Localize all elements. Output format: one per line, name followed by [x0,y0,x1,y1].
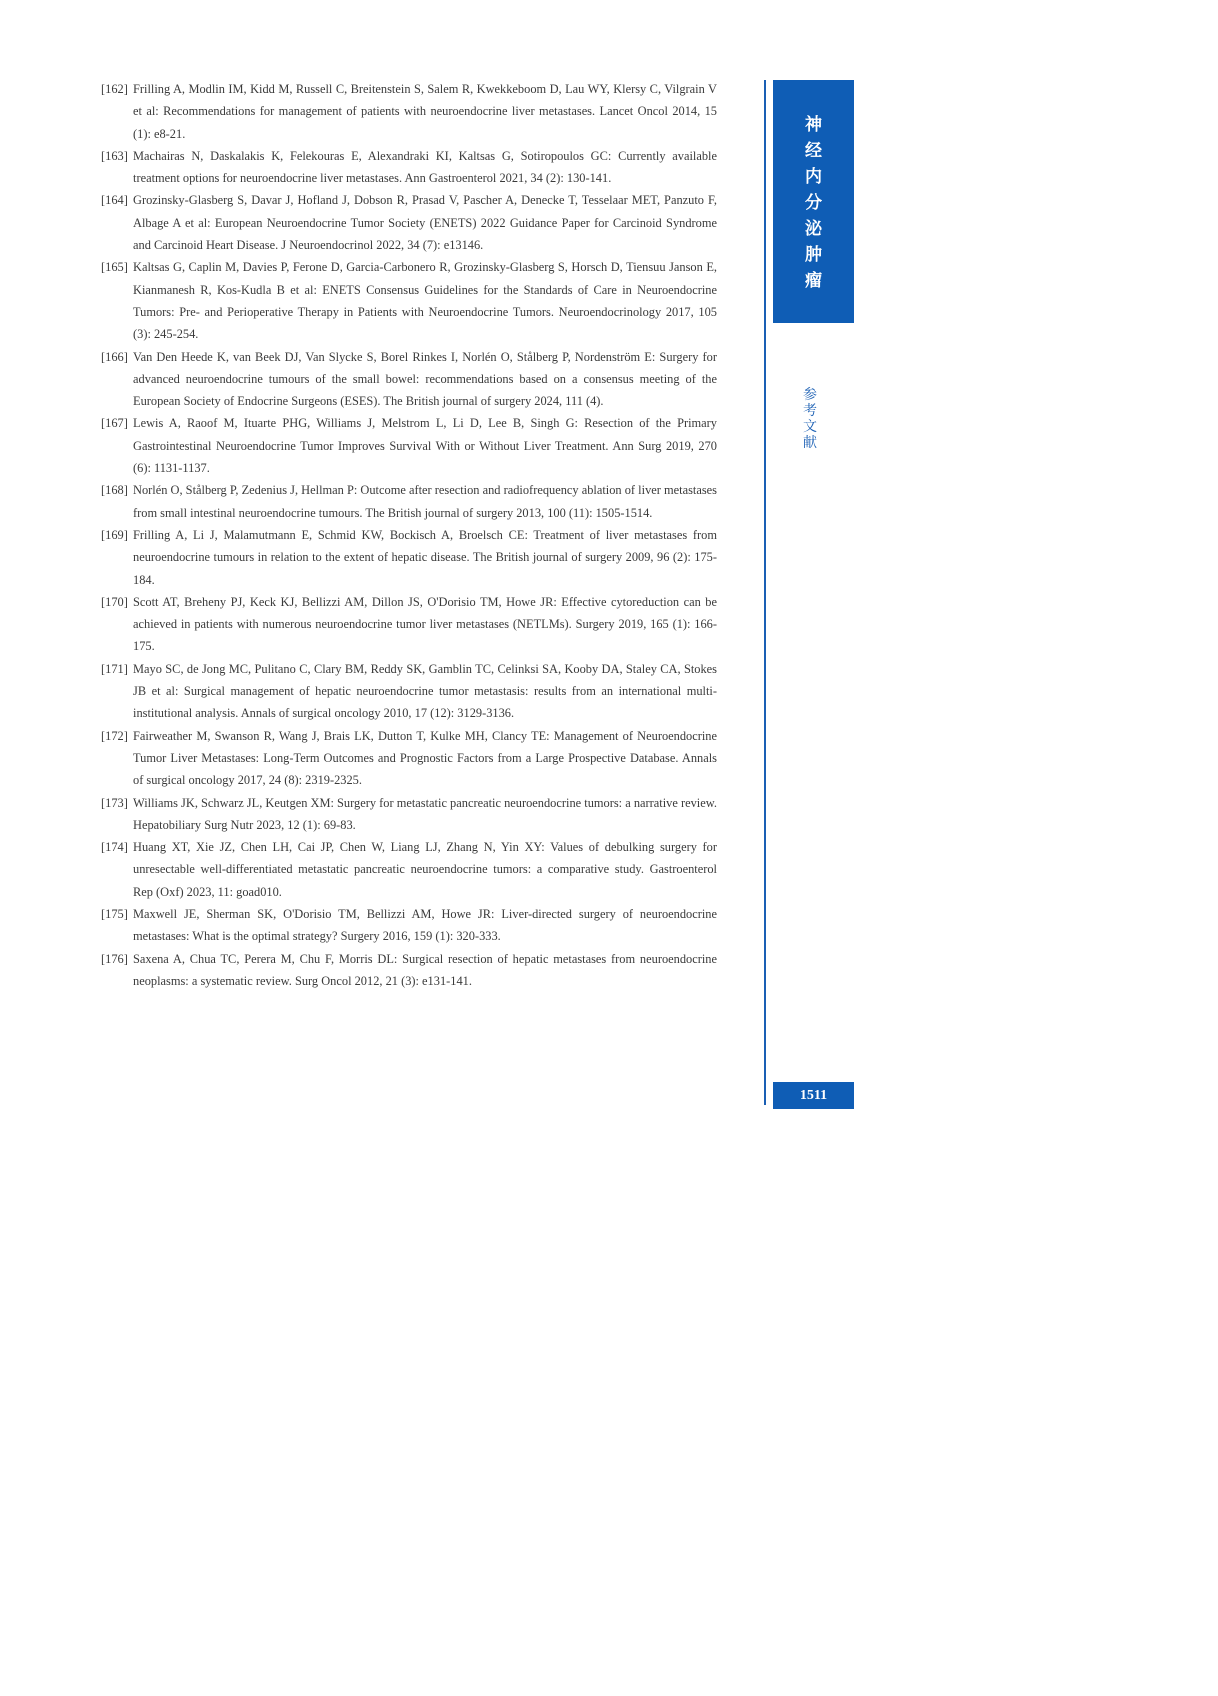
reference-item [101,948,717,993]
reference-text: Frilling A, Modlin IM, Kidd M, Russell C, Breitenstein S, Salem R, Kwekkeboom D, Lau WY, Klersy C, Vilgrain V et al: Recommendations for management of patients with neuroendocrine liver metastases. Lancet Oncol 2014, 15 (1): e8-21. [133,82,717,141]
reference-item [101,792,717,837]
reference-item [101,145,717,190]
reference-item [101,836,717,903]
margin-divider-line [764,80,766,1105]
reference-text: Grozinsky-Glasberg S, Davar J, Hofland J, Dobson R, Prasad V, Pascher A, Denecke T, Tesselaar MET, Panzuto F, Albage A et al: European Neuroendocrine Tumor Society (ENETS) 2022 Guidance Paper for Carcinoid Syndrome and Carcinoid Heart Disease. J Neuroendocrinol 2022, 34 (7): e13146. [133,193,717,253]
reference-text: Machairas N, Daskalakis K, Felekouras E, Alexandraki KI, Kaltsas G, Sotiropoulos GC: Currently available treatment options for neuroendocrine liver metastases. Ann Gastroenterol 2021, 34 (2): 130-141. [133,148,717,186]
reference-text: Norlén O, Stålberg P, Zedenius J, Hellman P: Outcome after resection and radiofrequency ablation of liver metastases from small intestinal neuroendocrine tumours. The British journal of surgery 2013, 100 (11): 1505-1514. [133,483,717,520]
reference-item [101,189,717,256]
journal-title-char: 内 [805,167,822,187]
journal-title-char: 泌 [805,219,822,239]
reference-number: [167] [101,416,128,431]
reference-number: [171] [101,661,128,676]
section-label [800,387,820,451]
journal-title-char: 神 [805,115,822,135]
journal-title-band [773,80,854,323]
reference-text: Kaltsas G, Caplin M, Davies P, Ferone D, Garcia-Carbonero R, Grozinsky-Glasberg S, Horsch D, Tiensuu Janson E, Kianmanesh R, Kos-Kudla B et al: ENETS Consensus Guidelines for the Standards of Care in Neuroendocrine Tumors: Pre- and Perioperative Therapy in Patients with Neuroendocrine Tumors. Neuroendocrinology 2017, 105 (3): 245-254. [133,260,717,342]
reference-text: Saxena A, Chua TC, Perera M, Chu F, Morris DL: Surgical resection of hepatic metastases from neuroendocrine neoplasms: a systematic review. Surg Oncol 2012, 21 (3): e131-141. [133,951,717,988]
reference-number: [168] [101,483,128,498]
reference-number: [174] [101,840,128,855]
reference-item [101,591,717,658]
reference-text: Lewis A, Raoof M, Ituarte PHG, Williams J, Melstrom L, Li D, Lee B, Singh G: Resection of the Primary Gastrointestinal Neuroendocrine Tumor Improves Survival With or Without Liver Treatment. Ann Surg 2019, 270 (6): 1131-1137. [133,416,717,476]
reference-number: [163] [101,148,128,163]
reference-number: [176] [101,951,128,966]
journal-title-char: 肿 [805,245,822,265]
reference-item [101,256,717,345]
reference-number: [162] [101,82,128,96]
reference-text: Maxwell JE, Sherman SK, O'Dorisio TM, Bellizzi AM, Howe JR: Liver-directed surgery of neuroendocrine metastases: What is the optimal strategy? Surgery 2016, 159 (1): 320-333. [133,906,717,944]
reference-item [101,78,717,145]
reference-text: Huang XT, Xie JZ, Chen LH, Cai JP, Chen W, Liang LJ, Zhang N, Yin XY: Values of debulking surgery for unresectable well-differentiated metastatic pancreatic neuroendocrine tumors: a comparative study. Gastroenterol Rep (Oxf) 2023, 11: goad010. [133,840,717,899]
reference-list [101,78,717,992]
section-label-char: 文 [803,419,817,435]
reference-item [101,479,717,524]
reference-number: [164] [101,193,128,208]
reference-text: Frilling A, Li J, Malamutmann E, Schmid KW, Bockisch A, Broelsch CE: Treatment of liver metastases from neuroendocrine tumours in relation to the extent of hepatic disease. The British journal of surgery 2009, 96 (2): 175-184. [133,527,717,587]
reference-item [101,725,717,792]
journal-title-char: 分 [805,193,822,213]
section-label-char: 献 [803,435,817,451]
reference-item [101,903,717,948]
reference-item [101,658,717,725]
reference-text: Williams JK, Schwarz JL, Keutgen XM: Surgery for metastatic pancreatic neuroendocrine tumors: a narrative review. Hepatobiliary Surg Nutr 2023, 12 (1): 69-83. [133,795,717,832]
reference-item [101,524,717,591]
reference-text: Mayo SC, de Jong MC, Pulitano C, Clary BM, Reddy SK, Gamblin TC, Celinksi SA, Kooby DA, Staley CA, Stokes JB et al: Surgical management of hepatic neuroendocrine tumor metastasis: results from an international multi-institutional analysis. Annals of surgical oncology 2010, 17 (12): 3129-3136. [133,661,717,721]
page-number: 1511 [773,1082,854,1109]
reference-number: [165] [101,260,128,275]
section-label-char: 考 [803,403,817,419]
reference-number: [173] [101,795,128,810]
reference-number: [169] [101,527,128,542]
reference-text: Scott AT, Breheny PJ, Keck KJ, Bellizzi AM, Dillon JS, O'Dorisio TM, Howe JR: Effective cytoreduction can be achieved in patients with numerous neuroendocrine tumor liver metastases (NETLMs). Surgery 2019, 165 (1): 166-175. [133,594,717,654]
reference-item [101,346,717,413]
reference-text: Van Den Heede K, van Beek DJ, Van Slycke S, Borel Rinkes I, Norlén O, Stålberg P, Nordenström E: Surgery for advanced neuroendocrine tumours of the small bowel: recommendations based on a consensus meeting of the European Society of Endocrine Surgeons (ESES). The British journal of surgery 2024, 111 (4). [133,349,717,409]
journal-title-char: 经 [805,141,822,161]
reference-number: [166] [101,349,128,364]
journal-title-char: 瘤 [805,271,822,291]
reference-item [101,412,717,479]
reference-number: [175] [101,906,128,921]
section-label-char: 参 [803,387,817,403]
reference-text: Fairweather M, Swanson R, Wang J, Brais LK, Dutton T, Kulke MH, Clancy TE: Management of Neuroendocrine Tumor Liver Metastases: Long-Term Outcomes and Prognostic Factors from a Large Prospective Database. Annals of surgical oncology 2017, 24 (8): 2319-2325. [133,728,717,788]
reference-number: [172] [101,728,128,743]
reference-number: [170] [101,594,128,609]
